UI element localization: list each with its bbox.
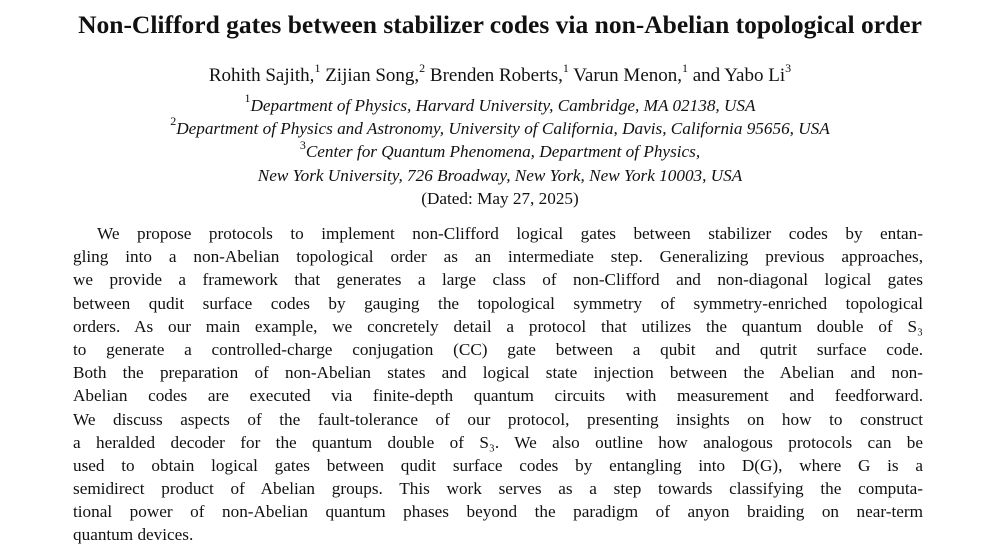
affiliation-marker: 2: [170, 114, 177, 129]
abstract-line: gling into a non-Abelian topological order as an intermediate step. Generalizing previous approaches,: [73, 247, 923, 267]
abstract-line: to generate a controlled-charge conjugation (CC) gate between a qubit and qutrit surface code.: [73, 339, 923, 359]
author-name: Zijian Song,: [325, 65, 420, 86]
affiliation-line: [0, 164, 1000, 187]
paper-title: Non-Clifford gates between stabilizer codes via non-Abelian topological order: [78, 10, 922, 39]
abstract-line: tional power of non-Abelian quantum phases beyond the paradigm of anyon braiding on near-term: [73, 502, 923, 522]
affiliation-text: New York University, 726 Broadway, New York, New York 10003, USA: [257, 165, 743, 185]
abstract-line: semidirect product of Abelian groups. This work serves as a step towards classifying the computa-: [73, 479, 923, 499]
author-name: and Yabo Li: [692, 65, 786, 86]
affiliation-line: [0, 91, 1000, 117]
abstract-line: a heralded decoder for the quantum double of S₃. We also outline how analogous protocols can be: [73, 432, 923, 452]
abstract-line: we provide a framework that generates a large class of non-Clifford and non-diagonal logical gates: [73, 270, 923, 290]
affiliation-marker: 3: [785, 60, 792, 75]
author-name: Brenden Roberts,: [429, 65, 563, 86]
abstract-line: orders. As our main example, we concretely detail a protocol that utilizes the quantum double of S₃: [73, 316, 923, 336]
affiliation-text: Center for Quantum Phenomena, Department of Physics,: [305, 142, 701, 162]
author-list: [0, 60, 1000, 88]
affiliation-line: [0, 114, 1000, 140]
abstract-line: Both the preparation of non-Abelian states and logical state injection between the Abelian and non-: [73, 363, 923, 383]
affiliation-marker: 1: [682, 60, 688, 75]
affiliation-line: [0, 137, 1000, 163]
affiliation-text: Department of Physics and Astronomy, University of California, Davis, California 95656, USA: [176, 119, 830, 139]
abstract-line: quantum devices.: [73, 525, 194, 545]
author-name: Varun Menon,: [573, 65, 682, 86]
author-name: Rohith Sajith,: [208, 65, 315, 86]
abstract-line: Abelian codes are executed via finite-depth quantum circuits with measurement and feedforward.: [73, 386, 923, 406]
abstract-line: between qudit surface codes by gauging the topological symmetry of symmetry-enriched topological: [73, 293, 923, 313]
abstract-line: used to obtain logical gates between qudit surface codes by entangling into D(G), where G is a: [73, 455, 923, 475]
affiliation-marker: 1: [314, 60, 321, 75]
affiliation-marker: 2: [419, 60, 426, 75]
affiliations: [0, 91, 1000, 210]
abstract-line: We discuss aspects of the fault-tolerance of our protocol, presenting insights on how to construct: [73, 409, 923, 429]
abstract-line: We propose protocols to implement non-Clifford logical gates between stabilizer codes by entan-: [97, 224, 923, 243]
dated-line: (Dated: May 27, 2025): [421, 188, 579, 208]
affiliation-marker: 3: [299, 137, 306, 152]
affiliation-marker: 1: [244, 91, 251, 106]
affiliation-marker: 1: [562, 60, 569, 75]
affiliation-text: Department of Physics, Harvard University, Cambridge, MA 02138, USA: [250, 96, 756, 115]
abstract: [73, 222, 923, 547]
